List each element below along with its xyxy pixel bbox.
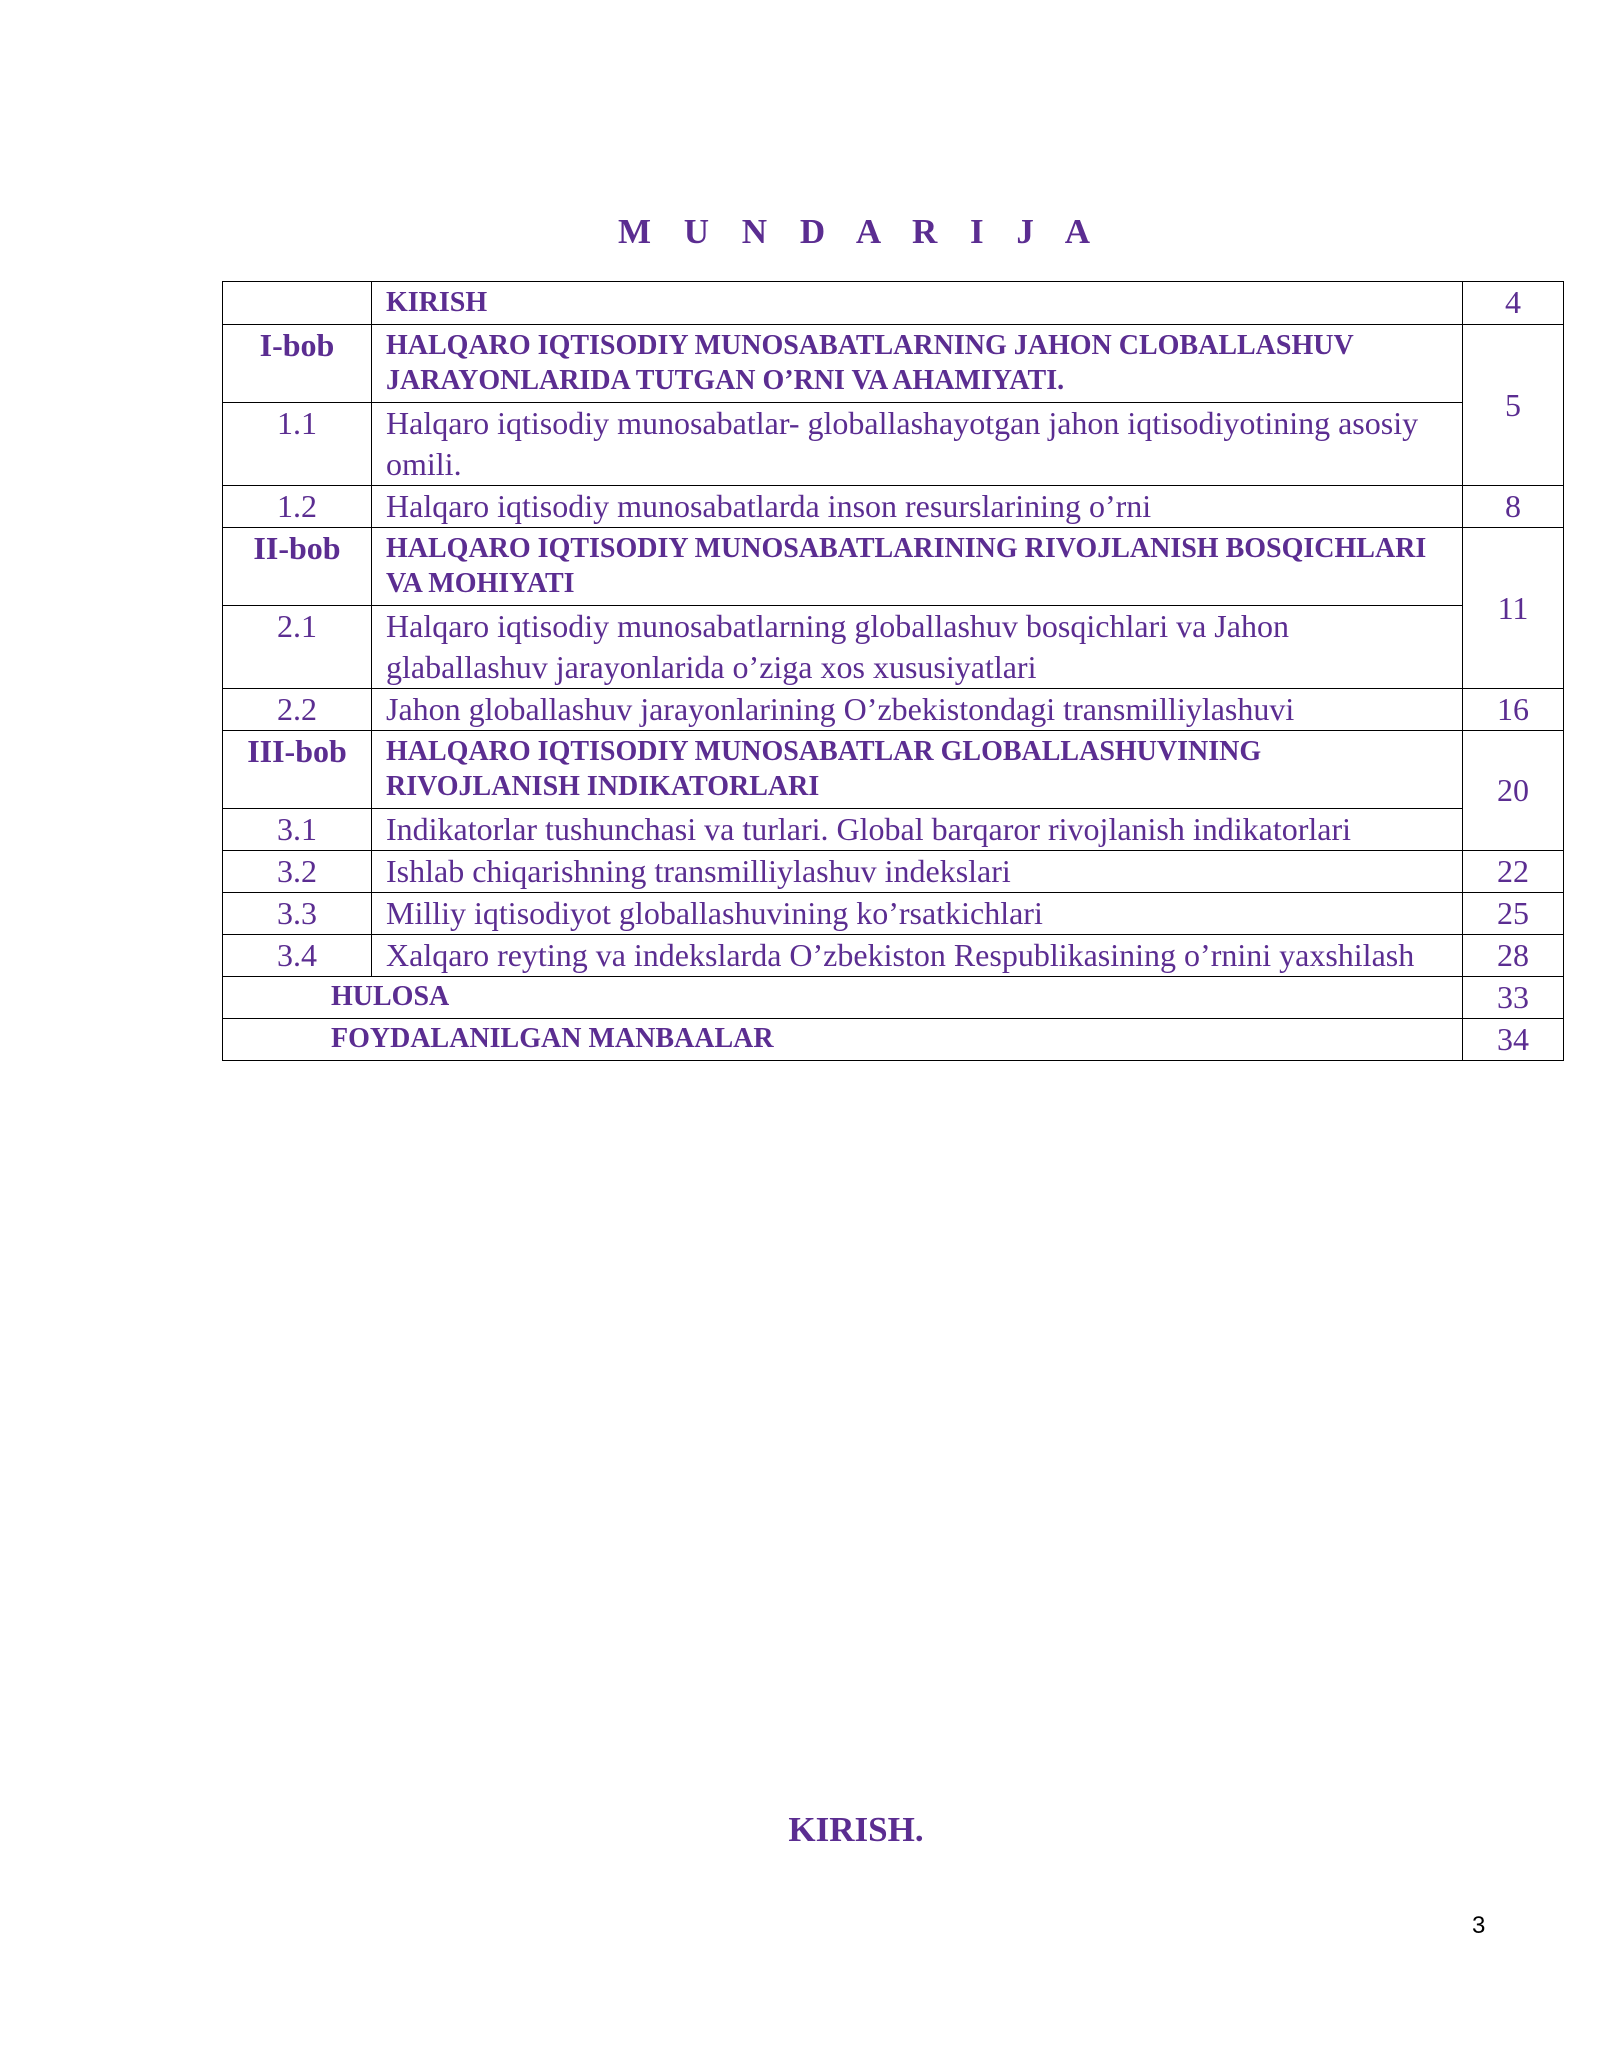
toc-row-section-1-2 (223, 486, 1564, 528)
toc-title-section-3-4: Xalqaro reyting va indekslarda O’zbekiston Respublikasining o’rnini yaxshilash (372, 935, 1463, 977)
page-title: M U N D A R I J A (617, 212, 1103, 251)
toc-page-manbaalar: 34 (1463, 1019, 1564, 1061)
toc-page-hulosa: 33 (1463, 977, 1564, 1019)
toc-num-chapter-3: III-bob (223, 731, 372, 809)
toc-page-section-3-4: 28 (1463, 935, 1564, 977)
toc-row-chapter-1 (223, 325, 1564, 403)
toc-page-section-1-2: 8 (1463, 486, 1564, 528)
toc-title-section-3-2: Ishlab chiqarishning transmilliylashuv indekslari (372, 851, 1463, 893)
toc-num-chapter-1: I-bob (223, 325, 372, 403)
toc-num-section-3-2: 3.2 (223, 851, 372, 893)
toc-title-section-3-3: Milliy iqtisodiyot globallashuvining ko’rsatkichlari (372, 893, 1463, 935)
toc-num-section-3-4: 3.4 (223, 935, 372, 977)
toc-row-section-3-4 (223, 935, 1564, 977)
toc-title-chapter-3: HALQARO IQTISODIY MUNOSABATLAR GLOBALLASHUVINING RIVOJLANISH INDIKATORLARI (372, 731, 1463, 809)
toc-title-section-1-2: Halqaro iqtisodiy munosabatlarda inson resurslarining o’rni (372, 486, 1463, 528)
toc-title-section-1-1: Halqaro iqtisodiy munosabatlar- globallashayotgan jahon iqtisodiyotining asosiy omili. (372, 403, 1463, 486)
toc-num-section-2-1: 2.1 (223, 606, 372, 689)
toc-row-chapter-3 (223, 731, 1564, 809)
toc-row-kirish (223, 282, 1564, 325)
toc-title-section-2-1: Halqaro iqtisodiy munosabatlarning globallashuv bosqichlari va Jahon glaballashuv jarayonlarida o’ziga xos xususiyatlari (372, 606, 1463, 689)
toc-num-section-3-1: 3.1 (223, 809, 372, 851)
toc-page-section-3-2: 22 (1463, 851, 1564, 893)
toc-title-manbaalar: FOYDALANILGAN MANBAALAR (223, 1019, 1463, 1061)
toc-num-section-2-2: 2.2 (223, 689, 372, 731)
toc-row-section-3-1 (223, 809, 1564, 851)
toc-row-hulosa (223, 977, 1564, 1019)
toc-title-hulosa: HULOSA (223, 977, 1463, 1019)
toc-page-chapter-3: 20 (1463, 731, 1564, 851)
toc-row-chapter-2 (223, 528, 1564, 606)
toc-row-section-1-1 (223, 403, 1564, 486)
toc-row-section-2-2 (223, 689, 1564, 731)
toc-row-section-2-1 (223, 606, 1564, 689)
intro-heading: KIRISH. (788, 1810, 924, 1849)
toc-num-empty (223, 282, 372, 325)
toc-row-section-3-3 (223, 893, 1564, 935)
toc-page-kirish: 4 (1463, 282, 1564, 325)
toc-title-kirish: KIRISH (372, 282, 1463, 325)
toc-page-section-2-2: 16 (1463, 689, 1564, 731)
toc-title-section-3-1: Indikatorlar tushunchasi va turlari. Global barqaror rivojlanish indikatorlari (372, 809, 1463, 851)
toc-row-manbaalar (223, 1019, 1564, 1061)
toc-title-chapter-2: HALQARO IQTISODIY MUNOSABATLARINING RIVOJLANISH BOSQICHLARI VA MOHIYATI (372, 528, 1463, 606)
toc-row-section-3-2 (223, 851, 1564, 893)
toc-page-section-3-3: 25 (1463, 893, 1564, 935)
page-number: 3 (1472, 1912, 1486, 1939)
toc-title-section-2-2: Jahon globallashuv jarayonlarining O’zbekistondagi transmilliylashuvi (372, 689, 1463, 731)
toc-page-chapter-2: 11 (1463, 528, 1564, 689)
toc-num-section-1-1: 1.1 (223, 403, 372, 486)
toc-title-chapter-1: HALQARO IQTISODIY MUNOSABATLARNING JAHON CLOBALLASHUV JARAYONLARIDA TUTGAN O’RNI VA AHAMIYATI. (372, 325, 1463, 403)
toc-num-section-1-2: 1.2 (223, 486, 372, 528)
toc-num-chapter-2: II-bob (223, 528, 372, 606)
toc-page-chapter-1: 5 (1463, 325, 1564, 486)
toc-num-section-3-3: 3.3 (223, 893, 372, 935)
table-of-contents (222, 281, 1564, 1061)
